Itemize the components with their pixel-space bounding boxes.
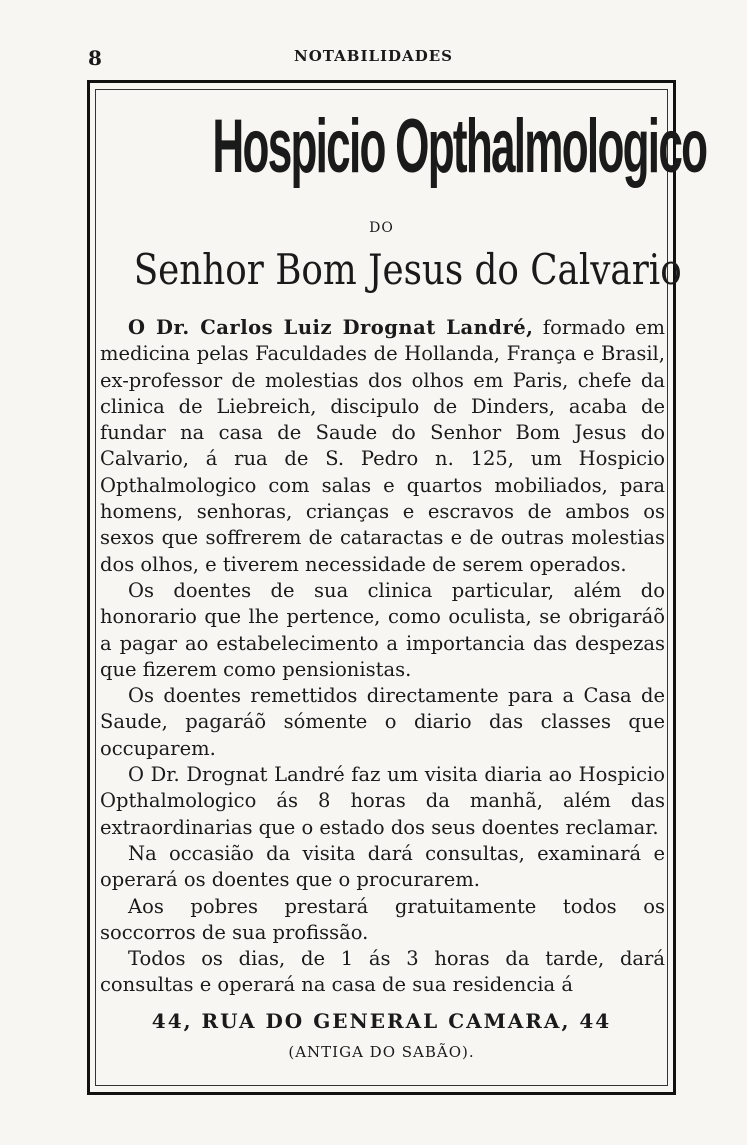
- running-head: NOTABILIDADES: [294, 47, 453, 65]
- paragraph-3: Os doentes remettidos directamente para a Casa de Saude, pagaráõ sómente o diario das classes que occuparem.: [100, 684, 665, 760]
- paragraph-7: Todos os dias, de 1 ás 3 horas da tarde, dará consultas e operará na casa de sua residencia á: [100, 947, 665, 997]
- lead-name: O Dr. Carlos Luiz Drognat Landré,: [128, 316, 534, 339]
- ad-body: [100, 315, 665, 999]
- paragraph-5: Na occasião da visita dará consultas, examinará e operará os doentes que o procurarem.: [100, 841, 665, 892]
- paragraph-1-text: formado em medicina pelas Faculdades de Hollanda, França e Brasil, ex-professor de molestias dos olhos em Paris, chefe da clinica de Liebreich, discipulo de Dinders, acaba de fundar na casa de Saude do Senhor Bom Jesus do Calvario, á rua de S. Pedro n. 125, um Hospicio Opthalmologico com salas e quartos mobiliados, para homens, senhoras, crianças e escravos de ambos os sexos que soffrerem de cataractas e de outras molestias dos olhos, e tiverem necessidade de serem operados.: [100, 316, 666, 576]
- paragraph-4: O Dr. Drognat Landré faz um visita diaria ao Hospicio Opthalmologico ás 8 horas da manhã, além das extraordinarias que o estado dos seus doentes reclamar.: [100, 763, 665, 839]
- paragraph-2: Os doentes de sua clinica particular, além do honorario que lhe pertence, como oculista, se obrigaráõ a pagar ao estabelecimento a importancia das despezas que fizerem como pensionistas.: [100, 578, 665, 681]
- paragraph-1: [100, 315, 665, 578]
- address-note: (ANTIGA DO SABÃO).: [288, 1043, 475, 1061]
- ad-title: Hospicio Opthalmologico: [212, 104, 707, 189]
- advertisement-frame: [87, 80, 707, 1095]
- ad-subtitle: Senhor Bom Jesus do Calvario: [133, 245, 682, 294]
- page-number: 8: [88, 46, 102, 70]
- address-line: 44, RUA DO GENERAL CAMARA, 44: [151, 1009, 612, 1033]
- ad-connector: DO: [369, 220, 394, 236]
- paragraph-6: Aos pobres prestará gratuitamente todos os soccorros de sua profissão.: [100, 894, 665, 944]
